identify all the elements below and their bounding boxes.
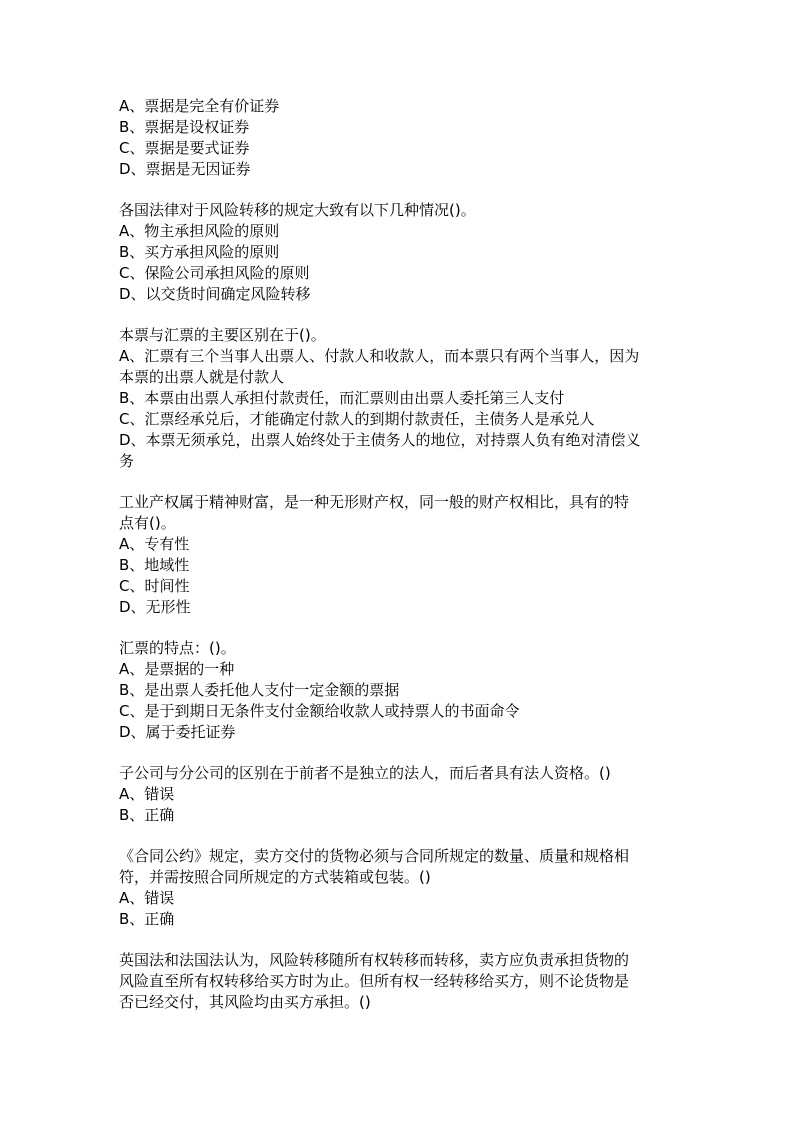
question-stem: 各国法律对于风险转移的规定大致有以下几种情况()。 (119, 201, 476, 219)
question-stem: 《合同公约》规定，卖方交付的货物必须与合同所规定的数量、质量和规格相 (119, 847, 630, 865)
option-a: A、错误 (119, 889, 175, 907)
question-stem: 子公司与分公司的区别在于前者不是独立的法人，而后者具有法人资格。() (119, 764, 611, 782)
option-a: A、是票据的一种 (119, 660, 235, 678)
question-3 (119, 325, 679, 472)
option-d-continued: 务 (119, 452, 135, 470)
question-8 (119, 950, 679, 1013)
option-d: D、票据是无因证券 (119, 160, 251, 178)
question-stem: 英国法和法国法认为，风险转移随所有权转移而转移，卖方应负责承担货物的 (119, 951, 630, 969)
spacer (119, 743, 679, 763)
question-2 (119, 200, 679, 305)
option-b: B、正确 (119, 806, 175, 824)
option-b: B、本票由出票人承担付款责任，而汇票则由出票人委托第三人支付 (119, 389, 565, 407)
question-stem-continued: 否已经交付，其风险均由买方承担。() (119, 993, 371, 1011)
option-b: B、票据是设权证券 (119, 118, 250, 136)
option-a: A、专有性 (119, 535, 190, 553)
question-stem: 工业产权属于精神财富，是一种无形财产权，同一般的财产权相比，具有的特 (119, 493, 630, 511)
spacer (119, 930, 679, 950)
option-b: B、正确 (119, 910, 175, 928)
option-b: B、买方承担风险的原则 (119, 243, 280, 261)
option-a: A、错误 (119, 785, 175, 803)
option-c: C、时间性 (119, 577, 190, 595)
option-a: A、汇票有三个当事人出票人、付款人和收款人，而本票只有两个当事人，因为 (119, 347, 640, 365)
option-d: D、以交货时间确定风险转移 (119, 285, 311, 303)
option-b: B、是出票人委托他人支付一定金额的票据 (119, 681, 400, 699)
option-c: C、保险公司承担风险的原则 (119, 264, 310, 282)
option-d: D、属于委托证券 (119, 723, 236, 741)
question-stem: 汇票的特点：()。 (119, 639, 236, 657)
spacer (119, 826, 679, 846)
spacer (119, 472, 679, 492)
spacer (119, 305, 679, 325)
question-stem-continued: 风险直至所有权转移给买方时为止。但所有权一经转移给买方，则不论货物是 (119, 972, 630, 990)
question-stem-continued: 符，并需按照合同所规定的方式装箱或包装。() (119, 868, 431, 886)
option-a: A、物主承担风险的原则 (119, 222, 280, 240)
spacer (119, 618, 679, 638)
question-1 (119, 96, 679, 180)
option-c: C、是于到期日无条件支付金额给收款人或持票人的书面命令 (119, 702, 520, 720)
document-page (119, 96, 679, 1013)
spacer (119, 180, 679, 200)
option-d: D、无形性 (119, 598, 191, 616)
option-b: B、地域性 (119, 556, 190, 574)
question-stem: 本票与汇票的主要区别在于()。 (119, 326, 326, 344)
option-c: C、票据是要式证券 (119, 139, 250, 157)
option-d: D、本票无须承兑，出票人始终处于主债务人的地位，对持票人负有绝对清偿义 (119, 431, 641, 449)
question-4 (119, 492, 679, 618)
question-6 (119, 763, 679, 826)
option-a-continued: 本票的出票人就是付款人 (119, 368, 285, 386)
option-a: A、票据是完全有价证券 (119, 97, 280, 115)
option-c: C、汇票经承兑后，才能确定付款人的到期付款责任，主债务人是承兑人 (119, 410, 595, 428)
question-7 (119, 846, 679, 930)
question-stem-continued: 点有()。 (119, 514, 176, 532)
question-5 (119, 638, 679, 743)
